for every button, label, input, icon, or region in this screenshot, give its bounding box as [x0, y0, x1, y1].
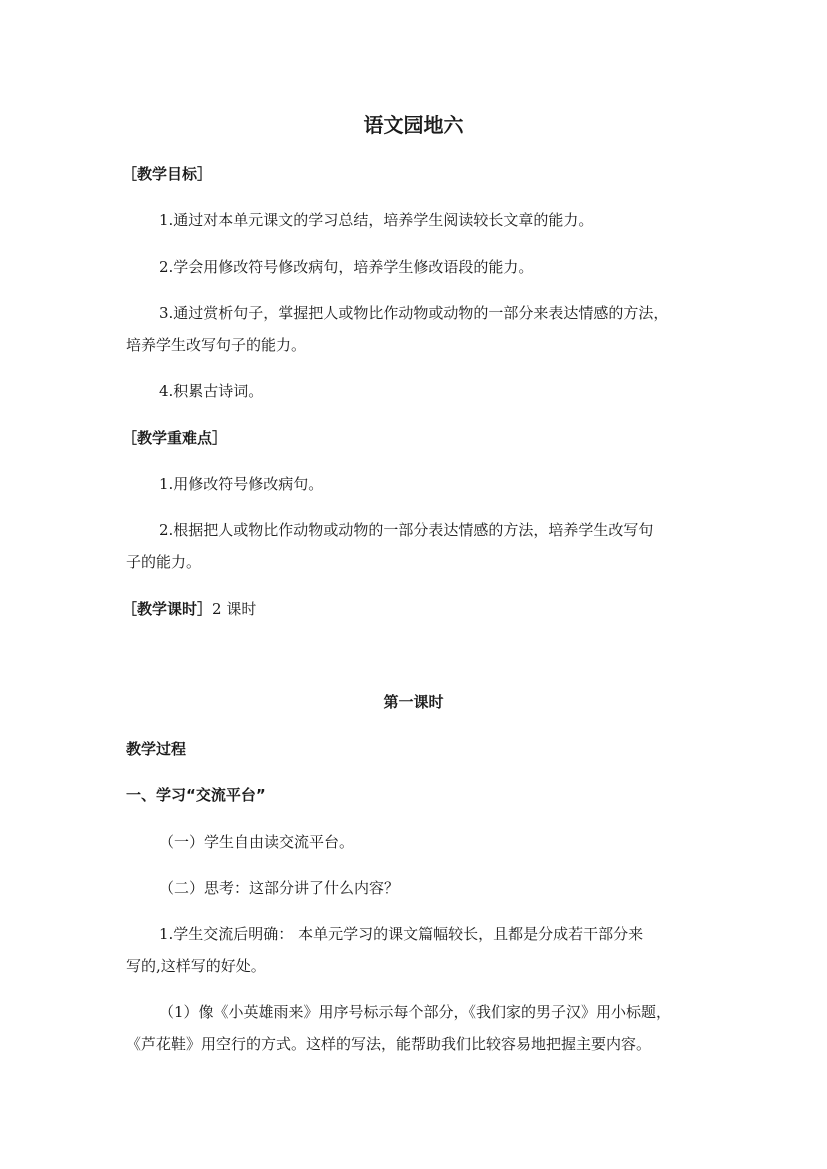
- key-point-item-2-cont: 子的能力。: [126, 553, 202, 571]
- hours-row: [122, 599, 256, 619]
- point1-line1: 1.学生交流后明确： 本单元学习的课文篇幅较长，且都是分成若干部分来: [159, 925, 644, 943]
- hours-value: 2 课时: [212, 600, 257, 618]
- process-heading: 教学过程: [126, 740, 187, 758]
- objectives-heading: ［教学目标］: [122, 165, 213, 183]
- step-2: （二）思考：这部分讲了什么内容？: [159, 879, 400, 897]
- document-title: 语文园地六: [363, 113, 464, 137]
- point1-sub-line2: 《芦花鞋》用空行的方式。这样的写法，能帮助我们比较容易地把握主要内容。: [126, 1035, 652, 1053]
- key-points-heading: ［教学重难点］: [122, 429, 228, 447]
- key-point-item-2: 2.根据把人或物比作动物或动物的一部分表达情感的方法，培养学生改写句: [159, 521, 654, 539]
- objective-item-3: 3.通过赏析句子，掌握把人或物比作动物或动物的一部分来表达情感的方法，: [159, 304, 669, 322]
- section1-heading: 一、学习“交流平台”: [126, 786, 266, 804]
- lesson1-title: 第一课时: [383, 693, 444, 711]
- key-point-item-1: 1.用修改符号修改病句。: [159, 475, 324, 493]
- step-1: （一）学生自由读交流平台。: [159, 833, 355, 851]
- point1-sub-line1: （1）像《小英雄雨来》用序号标示每个部分，《我们家的男子汉》用小标题，: [159, 1003, 672, 1021]
- objective-item-2: 2.学会用修改符号修改病句，培养学生修改语段的能力。: [159, 258, 534, 276]
- hours-heading: ［教学课时］: [122, 600, 213, 618]
- objective-item-3-cont: 培养学生改写句子的能力。: [126, 336, 307, 354]
- point1-line2: 写的,这样写的好处。: [126, 957, 266, 975]
- objective-item-1: 1.通过对本单元课文的学习总结，培养学生阅读较长文章的能力。: [159, 211, 594, 229]
- objective-item-4: 4.积累古诗词。: [159, 382, 264, 400]
